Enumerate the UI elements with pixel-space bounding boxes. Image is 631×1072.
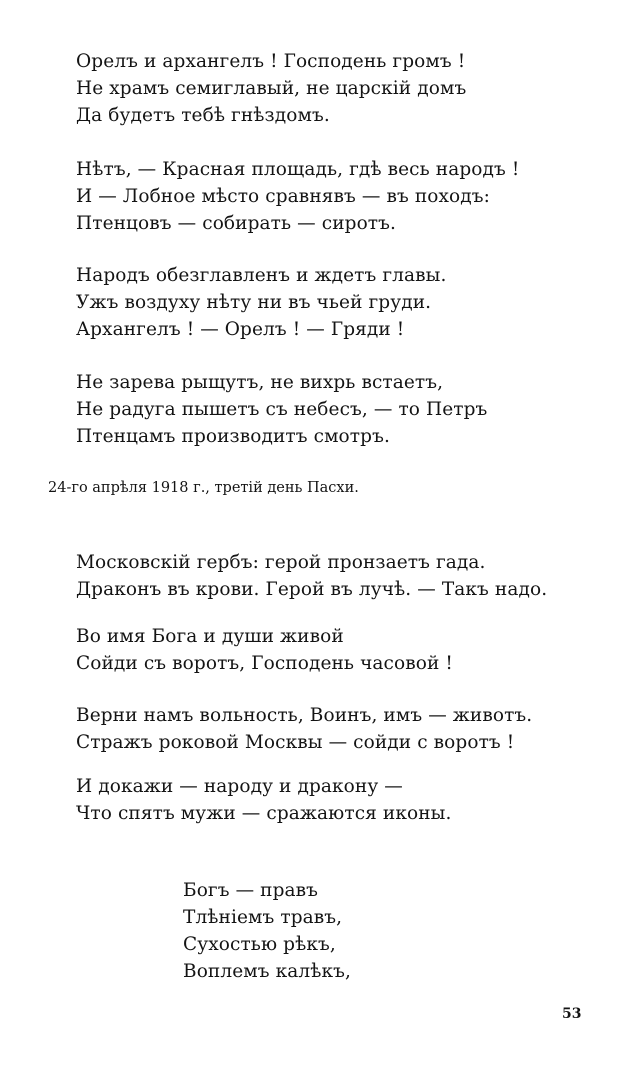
- stanza-3: [76, 262, 446, 343]
- verse-line: Воплемъ калѣкъ,: [183, 961, 352, 982]
- stanza-9: [183, 877, 351, 985]
- page-number: 53: [562, 1006, 582, 1022]
- verse-line: Архангелъ ! — Орелъ ! — Гряди !: [76, 319, 405, 340]
- verse-line: Драконъ въ крови. Герой въ лучѣ. — Такъ надо.: [76, 579, 548, 600]
- poem-dateline: 24-го апрѣля 1918 г., третій день Пасхи.: [48, 480, 359, 496]
- verse-line: Московскій гербъ: герой пронзаетъ гада.: [76, 552, 486, 573]
- stanza-4: [76, 369, 487, 450]
- verse-line: И докажи — народу и дракону —: [76, 776, 403, 797]
- stanza-1: [76, 48, 466, 129]
- verse-line: Сойди съ воротъ, Господень часовой !: [76, 653, 453, 674]
- verse-line: Орелъ и архангелъ ! Господень громъ !: [76, 51, 466, 72]
- verse-line: И — Лобное мѣсто сравнявъ — въ походъ:: [76, 186, 490, 207]
- stanza-2: [76, 156, 519, 237]
- verse-line: Что спятъ мужи — сражаются иконы.: [76, 803, 452, 824]
- stanza-7: [76, 702, 532, 756]
- stanza-5: [76, 549, 547, 603]
- stanza-6: [76, 623, 453, 677]
- stanza-8: [76, 773, 452, 827]
- verse-line: Во имя Бога и души живой: [76, 626, 344, 647]
- verse-line: Верни намъ вольность, Воинъ, имъ — животъ.: [76, 705, 533, 726]
- verse-line: Богъ — правъ: [183, 880, 319, 901]
- verse-line: Тлѣніемъ травъ,: [183, 907, 343, 928]
- verse-line: Стражъ роковой Москвы — сойди с воротъ !: [76, 732, 515, 753]
- verse-line: Птенцамъ производитъ смотръ.: [76, 426, 390, 447]
- verse-line: Народъ обезглавленъ и ждетъ главы.: [76, 265, 447, 286]
- verse-line: Птенцовъ — собирать — сиротъ.: [76, 213, 396, 234]
- verse-line: Не радуга пышетъ съ небесъ, — то Петръ: [76, 399, 488, 420]
- verse-line: Нѣтъ, — Красная площадь, гдѣ весь народъ !: [76, 159, 520, 180]
- verse-line: Сухостью рѣкъ,: [183, 934, 336, 955]
- verse-line: Да будетъ тебѣ гнѣздомъ.: [76, 105, 330, 126]
- verse-line: Не зарева рыщутъ, не вихрь встаетъ,: [76, 372, 444, 393]
- verse-line: Ужъ воздуху нѣту ни въ чьей груди.: [76, 292, 432, 313]
- verse-line: Не храмъ семиглавый, не царскій домъ: [76, 78, 467, 99]
